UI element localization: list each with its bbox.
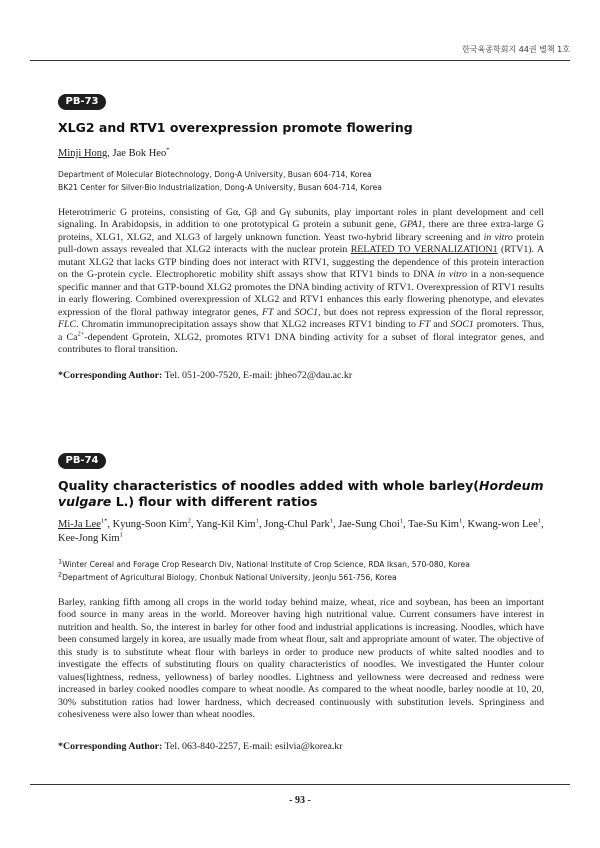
affiliation-marker: 1 <box>329 517 333 525</box>
affiliation-marker: 1 <box>255 517 259 525</box>
affiliation-marker: 2 <box>187 517 191 525</box>
author-name: Kee-Jong Kim <box>58 533 120 544</box>
affiliation-marker: 1 <box>399 517 404 525</box>
author-name: Minji Hong <box>58 148 108 159</box>
affiliation-line: BK21 Center for Silver-Bio Industrialization, Dong-A University, Busan 604-714, Korea <box>58 183 382 192</box>
affiliation-marker: 1 <box>458 517 463 525</box>
author-name: Jae Bok Heo <box>112 148 167 159</box>
affiliation-marker: 1 <box>119 531 123 539</box>
author-name: Mi-Ja Lee <box>58 519 101 530</box>
corresponding-author: *Corresponding Author: Tel. 063-840-2257, E-mail: esilvia@korea.kr <box>58 741 343 752</box>
affiliations <box>58 558 548 584</box>
author-name: Kwang-won Lee <box>467 519 538 530</box>
author-name: Tae-Su Kim <box>408 519 459 530</box>
email-address[interactable]: jbheo72@dau.ac.kr <box>275 370 353 381</box>
corresponding-label: *Corresponding Author: <box>58 370 163 381</box>
page-number: - 93 - <box>289 795 311 806</box>
corresponding-author: *Corresponding Author: Tel. 051-200-7520, E-mail: jbheo72@dau.ac.kr <box>58 370 353 381</box>
affiliations <box>58 168 548 194</box>
corresponding-label: *Corresponding Author: <box>58 741 163 752</box>
article-code-badge: PB-73 <box>58 94 106 110</box>
species-name: Hordeum vulgare <box>58 478 544 509</box>
corresponding-marker: * <box>166 146 170 154</box>
author-list: Mi-Ja Lee$^{1*}$, Kyung-Soon Kim$^2$, Yang-Kil Kim$^1$, Jong-Chul Park$^1$, Jae-Sung Choi$^1$, Tae-Su Kim$^1$, Kwang-won Lee$^1$, Kee-Jong Kim$^1$ <box>58 517 544 544</box>
affiliation-marker: 1* <box>100 517 108 525</box>
email-address[interactable]: esilvia@korea.kr <box>275 741 343 752</box>
article-title: XLG2 and RTV1 overexpression promote flowering <box>58 120 413 135</box>
abstract-text: Heterotrimeric G proteins, consisting of Gα, Gβ and Gγ subunits, play important roles in plant development and cell signaling. In Arabidopsis, in addition to one prototypical G protein a subunit gene, GPA1, there are three extra-large G proteins, XLG1, XLG2, and XLG3 of largely unknown function. Yeast two-hybrid library screening and in vitro protein pull-down assays revealed that XLG2 interacts with the nuclear protein RELATED TO VERNALIZATION1 (RTV1). A mutant XLG2 that lacks GTP binding does not interact with RTV1, suggesting the dependence of this protein interaction on the G-protein cycle. Electrophoretic mobility shift assays show that RTV1 binds to DNA in vitro in a non-sequence specific manner and that GTP-bound XLG2 promotes the DNA binding activity of RTV1. Overexpression of RTV1 results in early flowering. Combined overexpression of XLG2 and RTV1 enhances this early flowering phenotype, and elevates expression of the floral pathway integrator genes, FT and SOC1, but does not repress expression of the floral repressor, FLC. Chromatin immunoprecipitation assays show that XLG2 increases RTV1 binding to FT and SOC1 promoters. Thus, a $Ca^{2+}$-dependent Gprotein, XLG2, promotes RTV1 DNA binding activity for a subset of floral integrator genes, and contributes to floral transition. <box>58 207 545 355</box>
header-divider <box>30 60 570 61</box>
article-code-badge: PB-74 <box>58 453 106 469</box>
author-name: Kyung-Soon Kim <box>112 519 188 530</box>
article-title: Quality characteristics of noodles added with whole barley(Hordeum vulgare L.) flour with different ratios <box>58 478 544 509</box>
phone-number: 063-840-2257, <box>182 741 241 752</box>
affiliation-line: Department of Molecular Biotechnology, Dong-A University, Busan 604-714, Korea <box>58 170 372 179</box>
author-name: Yang-Kil Kim <box>195 519 256 530</box>
affiliation-line: $^2$Department of Agricultural Biology, Chonbuk National University, JeonJu 561-756, Korea <box>58 570 397 582</box>
abstract-text: Barley, ranking fifth among all crops in the world today behind maize, wheat, rice and soybean, has been an important food source in many areas in the world. Moreover having high nutritional value. Current consumers have interest in nutrition and health. So, the interest in barley for other food and industrial applications is increasing. Noodles, which have been consumed largely in korea, are usually made from wheat flour, salt and appropriate amount of water. The objective of this study is to substitute wheat flour with barleys in order to produce new products of white salted noodles and to investigate the effects of substituting flours on quality characteristics of noodles. We investigated the Hunter colour values(lightness, redness, yellowness) of barley noodles. Lightness and yellowness were decreased and redness were increased in barley cooked noodles compare to wheat noodle. As compared to the wheat noodle, barley noodle at 10, 20, 30% substitution ratios had lower hardness, which decreased continuously with substitution levels. Springiness and cohesiveness were also lower than wheat noodles. <box>58 597 544 721</box>
phone-number: 051-200-7520, <box>182 370 241 381</box>
author-name: Jong-Chul Park <box>264 519 330 530</box>
journal-running-head: 한국육종학회지 44권 별책 1호 <box>462 45 570 54</box>
author-name: Jae-Sung Choi <box>338 519 400 530</box>
author-list: Minji Hong, Jae Bok Heo* <box>58 146 170 159</box>
affiliation-line: $^1$Winter Cereal and Forage Crop Research Div, National Institute of Crop Science, RDA Iksan, 570-080, Korea <box>58 557 470 569</box>
footer-divider <box>30 784 570 785</box>
affiliation-marker: 1 <box>537 517 541 525</box>
